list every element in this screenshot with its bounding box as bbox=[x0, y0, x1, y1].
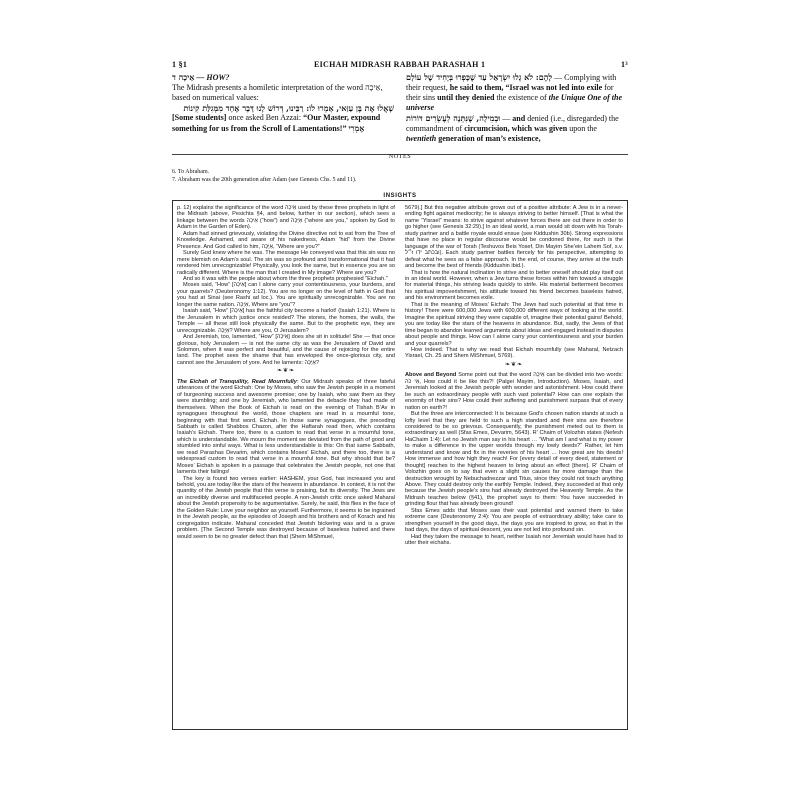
insights-left-column bbox=[177, 205, 395, 540]
translation-text: once asked Ben Azzai: bbox=[226, 113, 304, 122]
insight-paragraph: Isaiah said, “How” [אֵיכָה] has the faithful city become a harlot! (Isaiah 1:21). Where is the Jerusalem in which justice once resided? The stones, the homes, the walls, the Temple — all these still look physically the same. But to the prophetic eye, they are unrecognizable. אַיֶּכָּה? Where are you, O Jerusalem? bbox=[177, 308, 396, 334]
hebrew-passage-2: וּבְמִילָה, שֶׁנִּתְּנָה לְעֶשְׂרִים דּוֹרוֹת bbox=[406, 113, 501, 123]
translation-1d: until they denied bbox=[437, 93, 495, 102]
translation-2g: generation of man’s existence, bbox=[436, 134, 541, 143]
insight-paragraph: Had they taken the message to heart, neither Isaiah nor Jeremiah would have had to utter their eichahs. bbox=[405, 533, 623, 547]
hebrew-tail: אֶמְרִי bbox=[348, 123, 365, 133]
ornament-divider: ❧❦❧ bbox=[504, 361, 524, 368]
page-marker-left: 1 §1 bbox=[172, 60, 188, 69]
translation-1c: for their sins bbox=[406, 83, 614, 102]
insights-box bbox=[172, 200, 628, 730]
notes-section bbox=[172, 168, 628, 184]
insight-paragraph: p. 12) explains the significance of the word אֵיכָה used by these three prophets in light of the Midrash (above, Pesichta §4, and below, further in our section), which sees a linkage between the words אֵיכָה (“how”) and אַיֶּכָּה (“where are you,” spoken by God to Adam in the Garden of Eden). bbox=[177, 205, 395, 231]
lemma-translation: — HOW? bbox=[196, 73, 230, 82]
note-item: 6. To Abraham. bbox=[172, 169, 210, 175]
insight-text: Our Midrash speaks of three fateful utterances of the word Eichah: One by Moses, who saw the Jewish people in a moment of burgeoning success and awesome promise; one by Isaiah, who saw them as they were stumbling; and one by Jeremiah, who lamented the debacle they had made of themselves. When the Book of Eichah is read on the evening of Tishah B’Av in synagogues throughout the world, those chapters are read in a mournful tone, beginning with that first word, Eichah. In those same synagogues, the preceding Sabbath is called Shabbos Chazon, after the Haftarah read then, which contains Isaiah’s Eichah. There too, there is a custom to read that verse in a mournful tone, which is understandable. We mourn the moment we deviated from the path of good and stumbled into sinful ways. What is less understandable is this: On that same Sabbath, we read Parashas Devarim, which contains Moses’ Eichah, and there too, there is a widespread custom to read that verse in a mournful tone. But why should that be? Moses’ Eichah is spoken in a passage that celebrates the Jewish people, not one that laments their failings! bbox=[177, 378, 396, 476]
page-number: 1³ bbox=[621, 60, 628, 69]
translation-1a: — Complying with their request, bbox=[406, 73, 617, 92]
passage-2 bbox=[406, 113, 628, 144]
translation-2e: upon the bbox=[567, 124, 597, 133]
hebrew-passage-1: לָהֶם: לֹא גָלוּ יִשְׂרָאֵל עַד שֶׁכָּפְרוּ בְּיָחִיד שֶׁל עוֹלָם bbox=[406, 72, 553, 82]
insight-paragraph: Adam had sinned grievously, violating the Divine directive not to eat from the Tree of Knowledge. Ashamed, and aware of his nakedness, Adam “hid” from the Divine Presence. And God called to him, אַיֶּכָּה, “Where are you?” bbox=[177, 230, 395, 250]
insight-paragraph: Sfas Emes adds that Moses saw their vast potential and warned them to take extreme care (Deuteronomy 2:4): You are people of extraordinary ability; take care to strengthen yourself in the good days, the days you are inspired to grow, so that in the bad days, the days of spiritual descent, you are not led into profound sin. bbox=[405, 507, 623, 534]
note-item: 7. Abraham was the 20th generation after Adam (see Genesis Chs. 5 and 11). bbox=[172, 177, 357, 183]
translation-1f: the Unique One of the universe bbox=[406, 93, 622, 112]
insight-paragraph: And so it was with the people about whom the three prophets prophesied “Eichah.” bbox=[183, 275, 388, 282]
translation-bracket: [Some students] bbox=[172, 113, 227, 122]
insight-paragraph: How indeed. That is why we read that Eichah mournfully (see Maharal, Netzach Yisrael, Ch. 25 and Shem MiShmuel, 5769). bbox=[405, 346, 623, 360]
header-title: EICHAH MIDRASH RABBAH PARASHAH 1 bbox=[314, 60, 486, 69]
insight-paragraph: The key is found two verses earlier: HASHEM, your God, has increased you and behold, you are today like the stars of the heavens in abundance. In context, it is not the quantity of the Jewish people that this verse is praising, but its diversity. The Jews are an incredibly diverse and multifaceted people. A non-Jewish critic once asked Maharal about the Jewish propensity to be argumentative. Surely, he said, this flies in the face of the Golden Rule: Love your neighbor as yourself. Furthermore, it seems to be ingrained in the Jewish people, as the episodes of Joseph and his brothers and of Korach and his congregation indicate. Maharal conceded that Jewish bickering was and is a grave problem. [The Second Temple was destroyed because of baseless hatred and there would seem to be no greater defect than that (Shem MiShmuel, bbox=[177, 475, 395, 540]
insight-heading: Above and Beyond bbox=[405, 372, 457, 379]
translation-1b: he said to them, “Israel was not led into exile bbox=[449, 83, 603, 92]
insight-paragraph: And Jeremiah, too, lamented, “How” [אֵיכָה] does she sit in solitude! She — that once glorious, holy Jerusalem — is not the same city as was the Jerusalem of David and Solomon, when it was perfect and beautiful, and the cause of rejoicing for the entire land. The prophet sees the shame that has enveloped the once-glorious city, and cannot see the Jerusalem of yore. And he laments: אַיֶּכָּה? bbox=[177, 334, 395, 366]
translation-passage bbox=[172, 113, 394, 134]
translation-2d: circumcision, which was given bbox=[464, 124, 568, 133]
hebrew-passage: שָׁאֲלוּ אֶת בֶּן עַזַּאי, אָמְרוּ לוֹ: רַבֵּינוּ, דְּרוֹשׁ לָנוּ דָּבָר אֶחָד מִמְּגִלַּת קִינוֹת bbox=[183, 103, 394, 113]
main-text-right-column bbox=[406, 72, 628, 144]
insights-right-column bbox=[405, 205, 623, 547]
translation-quote: “Our Master, expound something for us from the Scroll of Lamentations!” bbox=[172, 113, 381, 133]
translation-2a: — bbox=[500, 114, 513, 123]
passage-1 bbox=[406, 72, 628, 113]
insight-paragraph: But the three are interconnected: It is because God’s chosen nation stands at such a lofty level that they are held to such a high standard and their sins are therefore considered to be so grievous. Consequently, the punishment meted out to them is extraordinary as well (Sfas Emes, Devarim, 5643). R’ Chaim of Volozhin states (Nefesh HaChaim 1:4): Let no Jewish man say in his heart … “What am I and what is my power to make a difference in the upper worlds through my lowly deeds?” Rather, let him understand and know and fix in the reveries of his heart … how great are his deeds! How immense and how high they reach! For [every detail of every deed, statement or thought] reaches to the highest heaven to bring about an effect [there]. R’ Chaim of Volozhin goes on to say that even a slight sin causes far more damage than the destruction wrought by Nebuchadnezzar and Titus, since they could not touch anything Above. They could destroy only the earthly Temple. Indeed, they succeeded at that only because the Jewish people’s sins had already destroyed the Heavenly Temple. As the Midrash teaches below (§41), the prophet says to them: You have succeeded in grinding flour that has already been ground! bbox=[405, 411, 623, 508]
insight-paragraph: Surely God knew where he was. The message He conveyed was that this sin was no mere blemish on Adam’s soul. The sin was so profound and transformational that it had rendered him unrecognizable! Physically, you look the same, but in essence you are so radically different. Where is the man that I created in My image? Where are you? bbox=[177, 250, 395, 276]
main-text-left-column bbox=[172, 72, 394, 134]
insight-paragraph: Moses said, “How” [אֵיכָה] can I alone carry your contentiousness, your burdens, and your quarrels? (Deuteronomy 1:12). You are no longer on the level of faith in God that you had at Sinai (see Rashi ad loc.). You are spiritually unrecognizable. You are no longer the same nation. אַיֶּכָּה, Where are “you”? bbox=[177, 282, 395, 308]
hebrew-lemma: אֵיכָה ד bbox=[172, 72, 195, 82]
translation-2c: denied (i.e., disregarded) the commandment of bbox=[406, 114, 619, 133]
insight-paragraph: That is how the natural inclination to strive and to better oneself should play itself out in an ideal world. However, when a Jew turns these forces within him toward a struggle for material things, his striving leads quickly to strife. His material betterment becomes his spiritual impoverishment, his attitude toward his friend becomes baseless hatred, and his environment becomes exile. bbox=[405, 269, 623, 302]
insight-paragraph: The Eichah of Tranquility, Read Mournfully: Our Midrash speaks of three fateful utterances of the word Eichah: One by Moses, who saw the Jewish people in a moment of burgeoning success and awesome promise; one by Isaiah, who saw them as they were stumbling; and one by Jeremiah, who lamented the debacle they had made of themselves. When the Book of Eichah is read on the evening of Tishah B’Av in synagogues throughout the world, those chapters are read in a mournful tone, beginning with that first word, Eichah. In those same synagogues, the preceding Sabbath is called Shabbos Chazon, after the Haftarah read then, which contains Isaiah’s Eichah. There too, there is a custom to read that verse in a mournful tone, which is understandable. We mourn the moment we deviated from the path of good and stumbled into sinful ways. What is less understandable is this: On that same Sabbath, we read Parashas Devarim, which contains Moses’ Eichah, and there too, there is a widespread custom to read that verse in a mournful tone. But why should that be? Moses’ Eichah is spoken in a passage that celebrates the Jewish people, not one that laments their failings! bbox=[177, 378, 396, 476]
ornament-divider: ❧❦❧ bbox=[276, 368, 296, 375]
lemma-line bbox=[172, 72, 394, 83]
insight-heading: The Eichah of Tranquility, Read Mournfully bbox=[177, 378, 297, 385]
intro-paragraph: The Midrash presents a homiletic interpretation of the word אֵיכָה, based on numerical values: bbox=[172, 83, 383, 102]
notes-title: NOTES bbox=[388, 154, 412, 160]
notes-divider bbox=[172, 154, 628, 165]
insight-text: Some point out that the word אֵיכָה can be divided into two words: אֵי כֹּה, How could it be like this?! (Palgei Mayim, Introduction). Moses, Isaiah, and Jeremiah looked at the Jewish people with wonder and astonishment. How could there be such an extraordinary people with such vast potential? How can one explain the enormity of their sins? How could their suffering and punishment surpass that of every nation on earth?! bbox=[405, 372, 623, 411]
translation-2f: twentieth bbox=[406, 134, 437, 143]
insights-title: INSIGHTS bbox=[383, 193, 417, 199]
translation-1e: the existence of bbox=[494, 93, 549, 102]
insight-paragraph bbox=[405, 372, 623, 411]
insight-paragraph: That is the meaning of Moses’ Eichah: The Jews had such potential at that time in history! There were 600,000 Jews with 600,000 different ways of looking at the world. Imagine the spiritual striving they were capable of, imagine their potential gains! Behold, you are today like the stars of the heavens in abundance. But, sadly, the Jews of that time began to abandon learned arguments about ideas and engaged instead in disputes about people and things. How can I alone carry your contentiousness and your burden and your quarrels? bbox=[405, 301, 624, 347]
translation-2b: and bbox=[512, 114, 526, 123]
insight-paragraph: 5679).] But this negative attribute grows out of a positive attribute: A Jew is in a never-ending fight against mediocrity; he is always striving to better himself. [That is what the name “Yisrael” means: to strive against whatever forces there are out there in order to go higher (see Genesis 32:29).] In an ideal world, a man would sit down with his Torah-study partner and a battle royale would ensue (see Kiddushin 30b). Strong expressions that have no place in regular discourse would be condoned there, for such is the language of the war of Torah (Teshuvos Beis Yosef, Din Mayim She’ein Lahem Sof, s.v. ובכתב ידו ז״ל). Each study partner battles fiercely for his perspective, attempting to defeat what he sees as a false approach. In the end, of course, they arrive at the truth and become the best of friends (Kiddushin ibid.). bbox=[405, 205, 623, 270]
